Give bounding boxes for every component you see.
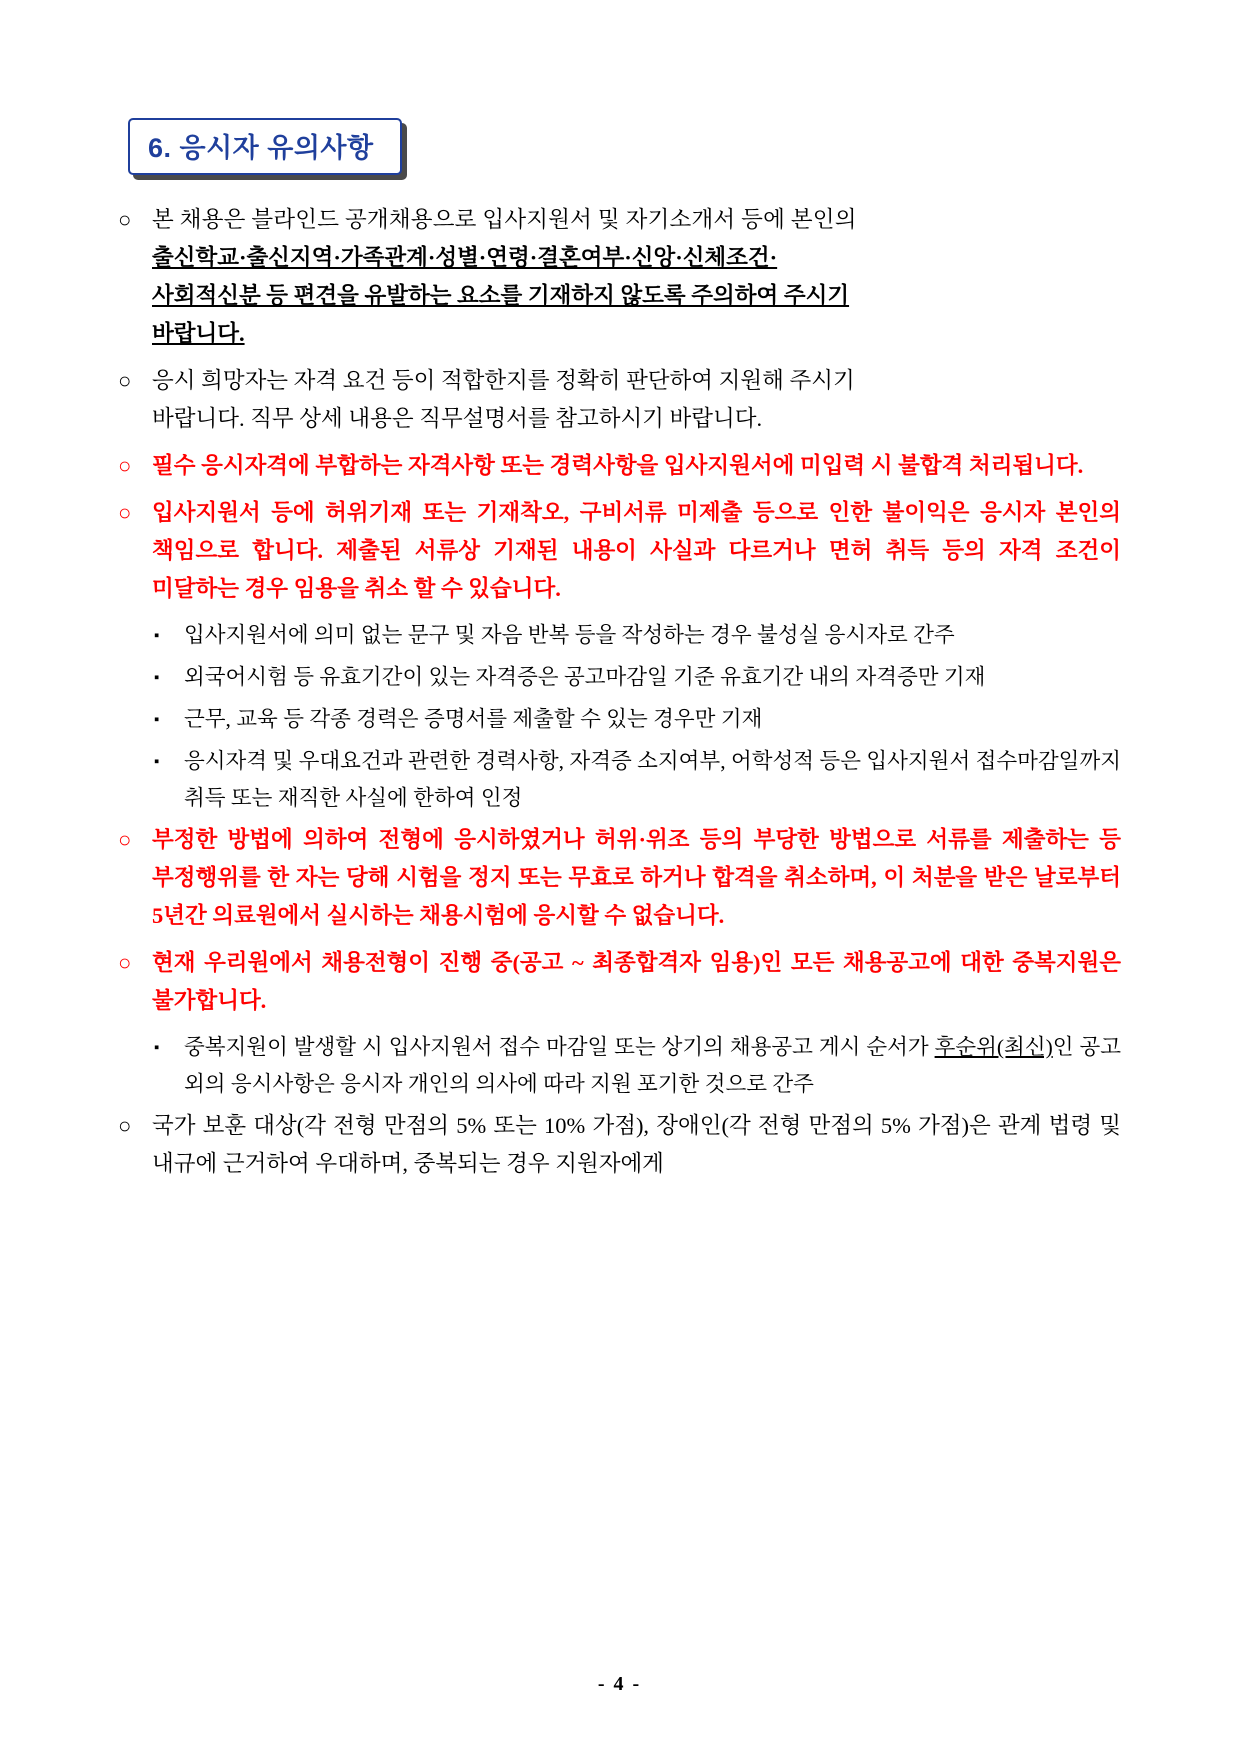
sub-list-item [154,1029,1121,1103]
page-title: 6. 응시자 유의사항 [148,133,374,163]
line-text-emphasis: 출신학교·출신지역·가족관계·성별·연령·결혼여부·신앙·신체조건· [152,245,778,270]
bullet-square-icon: ▪ [154,712,160,728]
bullet-square-icon: ▪ [154,670,160,686]
list-item-alert [118,494,1121,608]
list-item-text: 현재 우리원에서 채용전형이 진행 중(공고 ~ 최종합격자 임용)인 모든 채용공고에 대한 중복지원은 불가합니다. [152,950,1121,1013]
list-item-alert [118,447,1121,485]
sub-list-item-text: 외국어시험 등 유효기간이 있는 자격증은 공고마감일 기준 유효기간 내의 자격증만 기재 [184,665,986,689]
line-text-emphasis: 사회적신분 등 편견을 유발하는 요소를 기재하지 않도록 주의하여 주시기 [152,283,850,308]
text-underlined-run: 후순위(최신) [934,1035,1053,1059]
line-text: 바랍니다. 직무 상세 내용은 직무설명서를 참고하시기 바랍니다. [152,406,763,431]
heading-box [128,118,402,175]
bullet-circle-icon: ○ [118,1113,132,1138]
list-item-text: 국가 보훈 대상(각 전형 만점의 5% 또는 10% 가점), 장애인(각 전형 만점의 5% 가점)은 관계 법령 및 내규에 근거하여 우대하며, 중복되는 경우 지원자에게 [152,1113,1121,1176]
list-item-text [152,362,1121,438]
line-text: 응시 희망자는 자격 요건 등이 적합한지를 정확히 판단하여 지원해 주시기 [152,368,855,393]
bullet-circle-icon: ○ [118,950,132,975]
bullet-square-icon: ▪ [154,1040,160,1056]
sub-list-item [154,659,1121,697]
sub-list-item [154,701,1121,739]
text-part-2: 인 공고 외의 응시사항은 응시자 개인의 의사에 따라 지원 포기한 것으로 간주 [184,1035,1122,1096]
sub-list-item-text: 입사지원서에 의미 없는 문구 및 자음 반복 등을 작성하는 경우 불성실 응시자로 간주 [184,623,955,647]
list-item-alert [118,944,1121,1020]
list-item [118,201,1121,353]
bullet-circle-icon: ○ [118,827,132,852]
list-item-text: 입사지원서 등에 허위기재 또는 기재착오, 구비서류 미제출 등으로 인한 불이익은 응시자 본인의 책임으로 합니다. 제출된 서류상 기재된 내용이 사실과 다르거나 면허 취득 등의 자격 조건이 미달하는 경우 임용을 취소 할 수 있습니다. [152,500,1121,601]
sub-list-item-text: 응시자격 및 우대요건과 관련한 경력사항, 자격증 소지여부, 어학성적 등은 입사지원서 접수마감일까지 취득 또는 재직한 사실에 한하여 인정 [184,749,1121,810]
list-item-text [152,201,1121,353]
list-item-alert [118,821,1121,935]
list-item [118,1107,1121,1183]
sub-list-item-text: 근무, 교육 등 각종 경력은 증명서를 제출할 수 있는 경우만 기재 [184,707,763,731]
list-item-text: 부정한 방법에 의하여 전형에 응시하였거나 허위·위조 등의 부당한 방법으로 서류를 제출하는 등 부정행위를 한 자는 당해 시험을 정지 또는 무효로 하거나 합격을 취소하며, 이 처분을 받은 날로부터 5년간 의료원에서 실시하는 채용시험에 응시할 수 없습니다. [152,827,1121,928]
line-text: 본 채용은 블라인드 공개채용으로 입사지원서 및 자기소개서 등에 본인의 [152,207,857,232]
list-item [118,362,1121,438]
text-part-1: 중복지원이 발생할 시 입사지원서 접수 마감일 또는 상기의 채용공고 게시 순서가 [184,1035,935,1059]
bullet-circle-icon: ○ [118,207,132,232]
page-number-footer: - 4 - [597,1673,642,1695]
sub-list-item [154,617,1121,655]
section-heading [128,118,402,175]
bullet-circle-icon: ○ [118,453,132,478]
bullet-square-icon: ▪ [154,628,160,644]
sub-list-item [154,743,1121,817]
bullet-square-icon: ▪ [154,754,160,770]
bullet-circle-icon: ○ [118,500,132,525]
bullet-circle-icon: ○ [118,368,132,393]
line-text-emphasis: 바랍니다. [152,321,245,346]
sub-list-item-text [184,1029,1121,1103]
list-item-text: 필수 응시자격에 부합하는 자격사항 또는 경력사항을 입사지원서에 미입력 시 불합격 처리됩니다. [152,453,1084,478]
